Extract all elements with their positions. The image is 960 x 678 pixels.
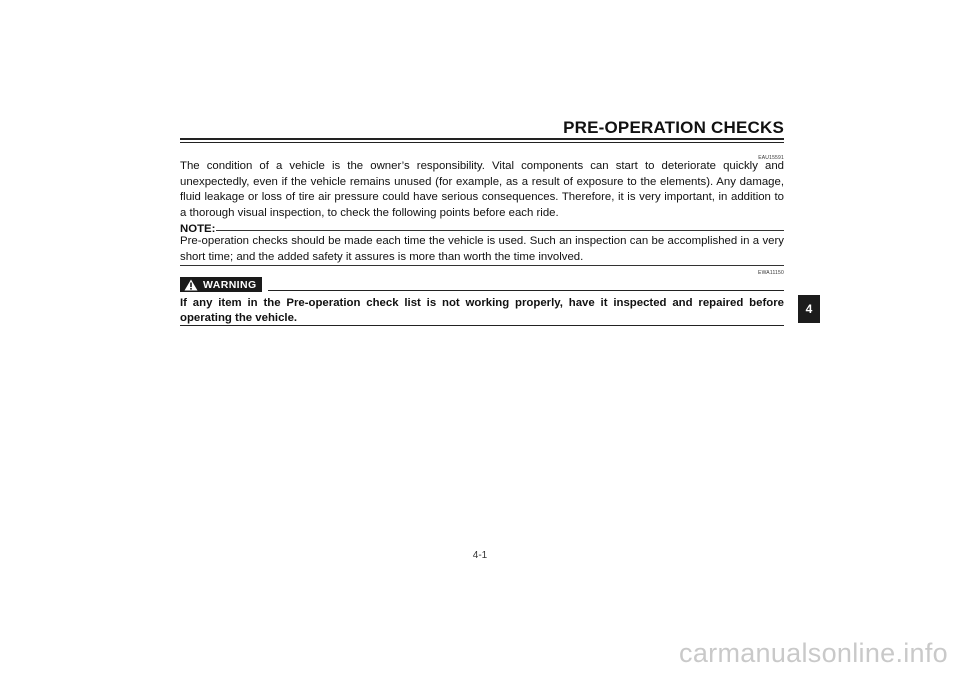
warning-end-rule <box>180 325 784 326</box>
intro-paragraph: The condition of a vehicle is the owner’s responsibility. Vital components can start to deteriorate quickly and unexpectedly, even if the vehicle remains unused (for example, as a result of exposure to the elements). Any damage, fluid leakage or loss of tire air pressure could have serious consequences. Therefore, it is very important, in addition to a thorough visual inspection, to check the following points before each ride. <box>180 160 784 219</box>
page-number: 4-1 <box>472 550 488 561</box>
title-rule-thin <box>180 142 784 143</box>
warning-label: WARNING <box>203 278 257 291</box>
intro-reference-code: EAU15591 <box>758 155 784 161</box>
watermark: carmanualsonline.info <box>679 638 948 668</box>
warning-reference-code: EWA11150 <box>758 270 784 276</box>
warning-text: If any item in the Pre-operation check list is not working properly, have it inspected and repaired before operating the vehicle. <box>180 297 784 324</box>
warning-badge <box>180 277 262 292</box>
note-end-rule <box>180 265 784 266</box>
page-title: PRE-OPERATION CHECKS <box>563 118 784 137</box>
warning-rule <box>268 290 784 291</box>
title-rule <box>180 138 784 140</box>
note-text: Pre-operation checks should be made each time the vehicle is used. Such an inspection can be accomplished in a very short time; and the added safety it assures is more than worth the time involved. <box>180 235 784 263</box>
note-rule <box>216 230 784 231</box>
note-label: NOTE: <box>180 223 216 235</box>
warning-triangle-icon <box>184 279 198 291</box>
chapter-tab: 4 <box>798 295 820 323</box>
